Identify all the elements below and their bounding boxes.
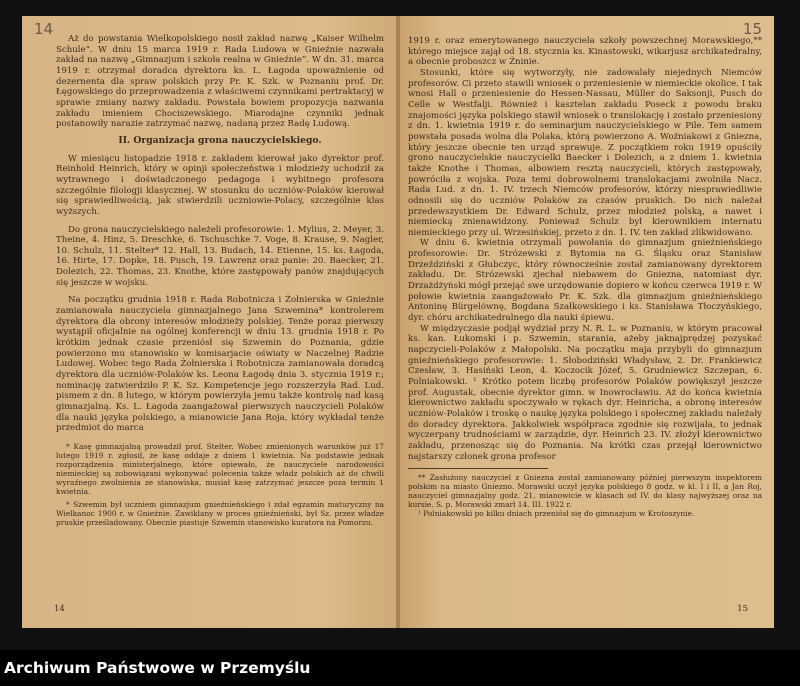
section-heading: II. Organizacja grona nauczycielskiego. <box>118 134 322 146</box>
paragraph: Stosunki, które się wytworzyły, nie zadowalały niejednych Niemców profesorów. Ci przeto stawili wniosek o przeniesienie w niemieckie okolice. I tak wnosi Hall o przeniesienie do Hessen-Nassau, Müller do Saksonji, Pusch do Celle w Westfalji. Również i kasztelan zakładu Poseck z powodu braku znajomości języka polskiego stawił wniosek o translokację i zostało przeniesiony z dn. 1. kwietnia 1919 r. do seminarjum nauczycielskiego w Pile. Tem samem powstała posada wolna dla Polaka, którą powierzono A. Woźniakowi z Gniezna, który jeszcze obecnie ten urząd sprawuje. Z początkiem roku 1919 opuściły grono nauczycielskie nauczycielki Baecker i Dolezich, a z dniem 1. kwietnia także Knothe i Thomas, albowiem resztą nauczycieli, których zastępowały, powróciła z wojska. Poza temi dobrowolnemi translokacjami zwolniła Nacz. Rada Lud. z dn. 1. IV. trzech Niemców profesorów, którzy niesprawiedliwie odnosili się do uczniów Polaków za czasów pruskich. Do nich należał przedewszystkiem Dr. Edward Schulz, przez młodzież polską, a nawet i niemiecką znienawidzony. Ponieważ Schulz był kierownikiem internatu niemieckiego przy ul. Wrzesińskiej, przeto z dn. 1. IV. ten zakład zlikwidowano. <box>408 67 762 238</box>
right-page <box>400 16 774 628</box>
footnote: ** Zasłużony nauczyciel z Gniezna został zamianowany później pierwszym inspektorem polskim na miasto Gniezno. Morawski uczył języka polskiego 8 godz. w kl. I i II, a Jan Roj, nauczyciel gimnazjalny godz. 21, mianowicie w klasach od IV. do klasy najwyższej oraz na kursie. S. p. Morawski zmarł 14. III. 1922 r. <box>408 473 762 510</box>
paragraph: W dniu 6. kwietnia otrzymali powołania do gimnazjum gnieźnieńskiego profesorowie: Dr. Strózewski z Bytomia na G. Śląsku oraz Stanisław Drzeździński z Głubczyc, który równocześnie został zamianowany dyrektorem zakładu. Dr. Strózewski zjechał niebawem do Gniezna, natomiast dyr. Drzażdżyński mógł przejąć swe urzędowanie dopiero w końcu czerwca 1919 r. W połowie kwietnia zaangażowało Pr. K. Szk. dla gimnazjum gnieźnieńskiego Antoninę Bürgelównę, Bogdana Szałkowskiego i ks. Stanisława Tłoczyńskiego, dyr. chóru archikatedralnego dla nauki śpiewu. <box>408 238 762 324</box>
paragraph: Do grona nauczycielskiego należeli profesorowie: 1. Mylius, 2. Meyer, 3. Theine, 4. Hinz, 5. Dreschke, 6. Tschuschke 7. Voge, 8. Krause, 9. Nagler, 10. Schulz, 11. Stelter* 12. Hall, 13. Budach, 14. Etienne, 15. ks. Łagoda, 16. Hirte, 17. Dopke, 18. Pusch, 19. Lawrenz oraz panie: 20. Baecker, 21. Dolezich, 22. Thomas, 23. Knothe, które zastępowały panów znajdujących się jeszcze w wojsku. <box>56 224 384 288</box>
pencil-page-note: 15 <box>742 20 762 38</box>
footnote: * Kasę gimnazjalną prowadził prof. Stelter. Wobec zmienionych warunków już 17 lutego 1919 r. zgłosił, że kasę oddaje z dniem 1 kwietnia. Na podstawie jednak rozporządzenia ministerjalnego, które opiewało, że nauczyciele narodowości niemieckiej są zobowiązani wykonywać polecenia także władz polskich aż do chwili wyraźnego zwolnienia ze stanowiska, musiał kasę zatrzymać jeszcze poza termin 1 kwietnia. <box>56 441 384 496</box>
left-page-text <box>56 34 384 527</box>
paragraph: Na początku grudnia 1918 r. Rada Robotnicza i Żołnierska w Gnieźnie zamianowała nauczyciela gimnazjalnego Jana Szwemina* kontrolerem dyrektora dla obrony interesów młodzieży polskiej. Tenże poraz pierwszy wystąpił oficjalnie na ogólnej konferencji w dniu 13. grudnia 1918 r. Po krótkim jednak czasie przeniósł się Szwemin do Poznania, gdzie powierzono mu stanowisko w komisarjacie oświaty w Naczelnej Radzie Ludowej. Wobec tego Rada Żołnierska i Robotnicza zamianowała doradcą dyrektora dla uczniów-Polaków ks. Leona Łagodę dnia 3. stycznia 1919 r.; nominację zatwierdziło P. K. Sz. Kompetencje jego rozszerzyła Rad. Lud. pismem z dn. 8 lutego, w którym powierzyła jemu także kontrolę nad kasą gimnazjalną. Ks. L. Łagoda zaangażował pierwszych nauczycieli Polaków dla nauki języka polskiego, a mianowicie Jana Roja, który wykładał tenże przedmiot do marca <box>56 295 384 434</box>
paragraph: W miesiącu listopadzie 1918 r. zakładem kierował jako dyrektor prof. Reinhold Heinrich, który w opinji społeczeństwa i młodzieży uchodził za wytrawnego i doświadczonego pedagoga i wybitnego profesora szczególnie filologji klasycznej. W stosunku do uczniów-Polaków kierował się sprawiedliwością, jak stwierdzili uczniowie-Polacy, szczególnie klas wyższych. <box>56 153 384 217</box>
page-number: 15 <box>737 604 748 614</box>
archive-label: Archiwum Państwowe w Przemyślu <box>0 650 800 686</box>
footnotes <box>56 442 384 527</box>
paragraph: W międzyczasie podjął wydział przy N. R. L. w Poznaniu, w którym pracował ks. kan. Łukomski i p. Szwemin, starania, ażeby jaknajprędzej pozyskać napczycieli-Polaków z Małopolski. Na początku maja przybyli do gimnazjum gnieźnieńskiego profesorowie: 1. Słobodziński Władysław, 2. Dr. Frankiewicz Czesław, 3. Hasiński Leon, 4. Koczocik Józef, 5. Grudniewicz Szczepan, 6. Polniakowski. ¹ Krótko potem liczbę profesorów Polaków powiększył jeszcze prof. Augustak, obecnie dyrektor gimn. w Inowrocławiu. Aż do końca kwietnia kierownictwo zakładu spoczywało w rękach dyr. Heinricha, a obronę interesów uczniów-Polaków i troskę o naukę języka polskiego i społecznej zakładu należały do doradcy dyrektora. Jakkolwiek współpraca zgodnie się rozwijała, to jednak wyczerpany trudnościami w zarządzie, dyr. Heinrich 23. IV. złożył kierownictwo zakładu, przenosząc się do Poznania. Na krótki czas przejął kierownictwo najstarszy członek grona profesor <box>408 323 762 462</box>
page-number: 14 <box>54 604 65 614</box>
paragraph: Aż do powstania Wielkopolskiego nosił zakład nazwę „Kaiser Wilhelm Schule”. W dniu 15 marca 1919 r. Rada Ludowa w Gnieźnie nazwała zakład na nazwę „Gimnazjum i szkoła realna w Gnieźnie”. W dn. 31. marca 1919 r. otrzymał doradca dyrektora ks. L. Łagoda upoważnienie od dezernenta dla spraw polskich przy Pr. K. Szk. w Poznaniu prof. Dr. Łęgowskiego do przeprowadzenia z właściwemi czynnikami pertraktacyj w sprawie zmiany nazwy zakładu. Powstała bowiem propozycja nazwania zakładu imieniem Chociszewskiego. Miarodajne czynniki jednak postanowiły narazie zatrzymać nazwę, nadaną przez Radę Ludową. <box>56 34 384 130</box>
pencil-page-note: 14 <box>34 20 54 38</box>
footnote: * Szwemin był uczniem gimnazjum gnieźnieńskiego i zdał egzamin maturyczny na Wielkanoc 1900 r. w Gnieźnie. Zawiklany w proces gnieźnieński, był Sz. przez władze pruskie prześladowany. Obecnie piastuje Szwemin stanowisko kuratora na Pomorzu. <box>56 499 384 527</box>
left-page <box>22 16 398 628</box>
footnote-rule <box>408 468 548 469</box>
footnote: ¹ Polniakowski po kilku dniach przeniósł się do gimnazjum w Krotoszynie. <box>418 509 695 519</box>
right-page-text <box>408 36 762 518</box>
paragraph: 1919 r. oraz emerytowanego nauczyciela szkoły powszechnej Morawskiego,** którego miejsce zajął od 18. stycznia ks. Kinastowski, wikarjusz archikatedralny, a obecnie proboszcz w Żninie. <box>408 36 762 68</box>
footnotes <box>408 473 762 518</box>
